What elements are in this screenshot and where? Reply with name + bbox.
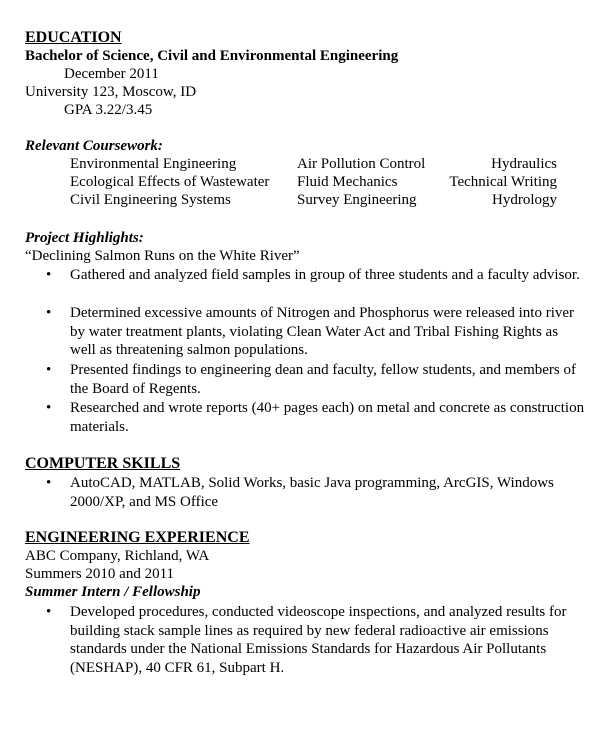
bullet-icon: • [46, 362, 52, 378]
bullet-icon: • [46, 400, 52, 416]
skills-heading: COMPUTER SKILLS [25, 455, 181, 472]
degree: Bachelor of Science, Civil and Environmental Engineering [25, 48, 399, 64]
bullet-icon: • [46, 267, 52, 283]
bullet-text: Determined excessive amounts of Nitrogen and Phosphorus were released into river by water treatment plants, violating Clean Water Act and Tribal Fishing Rights as well as threatening salmon populations. [70, 305, 575, 358]
gpa: GPA 3.22/3.45 [64, 102, 153, 118]
graduation-date: December 2011 [64, 66, 159, 82]
bullet-text: Gathered and analyzed field samples in group of three students and a faculty advisor. [70, 267, 580, 283]
course-item: Hydraulics [491, 156, 557, 172]
bullet-icon: • [46, 305, 52, 321]
course-item: Air Pollution Control [297, 156, 426, 172]
course-item: Civil Engineering Systems [70, 192, 231, 208]
bullet-text: Researched and wrote reports (40+ pages each) on metal and concrete as construction materials. [70, 400, 585, 435]
school: University 123, Moscow, ID [25, 84, 197, 100]
bullet-text: Developed procedures, conducted videoscope inspections, and analyzed results for building stack sample lines as required by new federal radioactive air emissions standards under the National Emissions Standards for Hazardous Air Pollutants (NESHAP), 40 CFR 61, Subpart H. [70, 604, 567, 676]
course-item: Ecological Effects of Wastewater [70, 174, 270, 190]
bullet-text: AutoCAD, MATLAB, Solid Works, basic Java programming, ArcGIS, Windows 2000/XP, and MS Office [70, 475, 554, 510]
course-item: Technical Writing [449, 174, 557, 190]
employment-dates: Summers 2010 and 2011 [25, 566, 175, 582]
company: ABC Company, Richland, WA [25, 548, 210, 564]
experience-heading: ENGINEERING EXPERIENCE [25, 529, 250, 546]
bullet-text: Presented findings to engineering dean and faculty, fellow students, and members of the Board of Regents. [70, 362, 576, 397]
course-item: Survey Engineering [297, 192, 417, 208]
bullet-icon: • [46, 604, 52, 620]
project-heading: Project Highlights: [25, 230, 144, 246]
course-item: Fluid Mechanics [297, 174, 398, 190]
course-item: Hydrology [492, 192, 557, 208]
project-title: “Declining Salmon Runs on the White River” [25, 248, 300, 264]
education-heading: EDUCATION [25, 29, 122, 46]
coursework-heading: Relevant Coursework: [25, 138, 163, 154]
job-title: Summer Intern / Fellowship [25, 584, 201, 600]
bullet-icon: • [46, 475, 52, 491]
course-item: Environmental Engineering [70, 156, 237, 172]
